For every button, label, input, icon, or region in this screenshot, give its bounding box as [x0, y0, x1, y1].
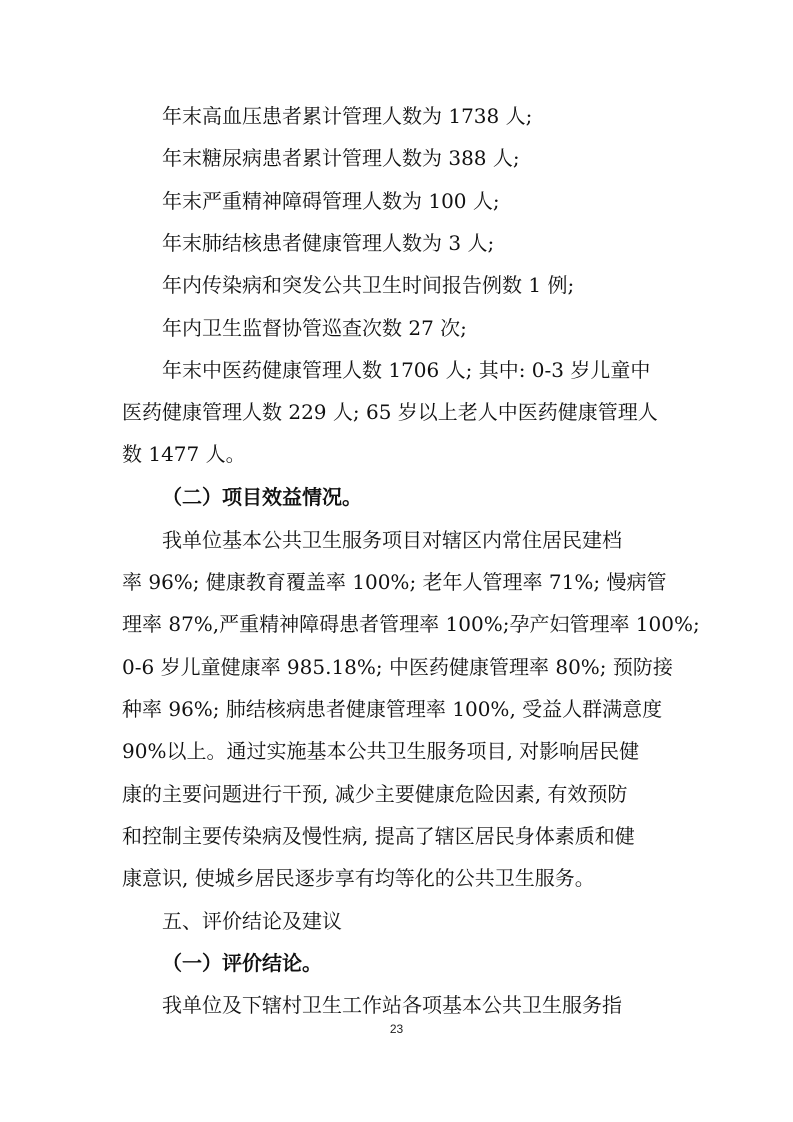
text-line: 年内卫生监督协管巡查次数 27 次;	[162, 316, 467, 340]
text-line: 康的主要问题进行干预, 减少主要健康危险因素, 有效预防	[122, 782, 628, 806]
text-line: 率 96%; 健康教育覆盖率 100%; 老年人管理率 71%; 慢病管	[122, 570, 667, 594]
text-line: 年末高血压患者累计管理人数为 1738 人;	[162, 104, 533, 128]
text-line: 理率 87%,严重精神障碍患者管理率 100%;孕产妇管理率 100%;	[122, 612, 700, 636]
text-line: 年末中医药健康管理人数 1706 人; 其中: 0-3 岁儿童中	[162, 358, 651, 382]
page-number: 23	[389, 1022, 404, 1036]
text-line: 我单位及下辖村卫生工作站各项基本公共卫生服务指	[162, 993, 622, 1017]
text-line: 我单位基本公共卫生服务项目对辖区内常住居民建档	[162, 528, 622, 552]
text-line: 种率 96%; 肺结核病患者健康管理率 100%, 受益人群满意度	[122, 697, 663, 721]
chapter-heading: 五、评价结论及建议	[162, 909, 342, 933]
text-line: 康意识, 使城乡居民逐步享有均等化的公共卫生服务。	[122, 866, 595, 890]
text-line: 90%以上。通过实施基本公共卫生服务项目, 对影响居民健	[122, 739, 640, 763]
text-line: 年内传染病和突发公共卫生时间报告例数 1 例;	[162, 273, 575, 297]
text-line: 年末严重精神障碍管理人数为 100 人;	[162, 189, 500, 213]
text-line: 年末糖尿病患者累计管理人数为 388 人;	[162, 146, 520, 170]
section-heading: （一）评价结论。	[162, 951, 322, 975]
text-line: 和控制主要传染病及慢性病, 提高了辖区居民身体素质和健	[122, 824, 635, 848]
text-line: 数 1477 人。	[122, 442, 246, 466]
section-heading: （二）项目效益情况。	[162, 485, 362, 509]
text-line: 医药健康管理人数 229 人; 65 岁以上老人中医药健康管理人	[122, 400, 658, 424]
text-line: 0-6 岁儿童健康率 985.18%; 中医药健康管理率 80%; 预防接	[122, 655, 673, 679]
text-line: 年末肺结核患者健康管理人数为 3 人;	[162, 231, 495, 255]
